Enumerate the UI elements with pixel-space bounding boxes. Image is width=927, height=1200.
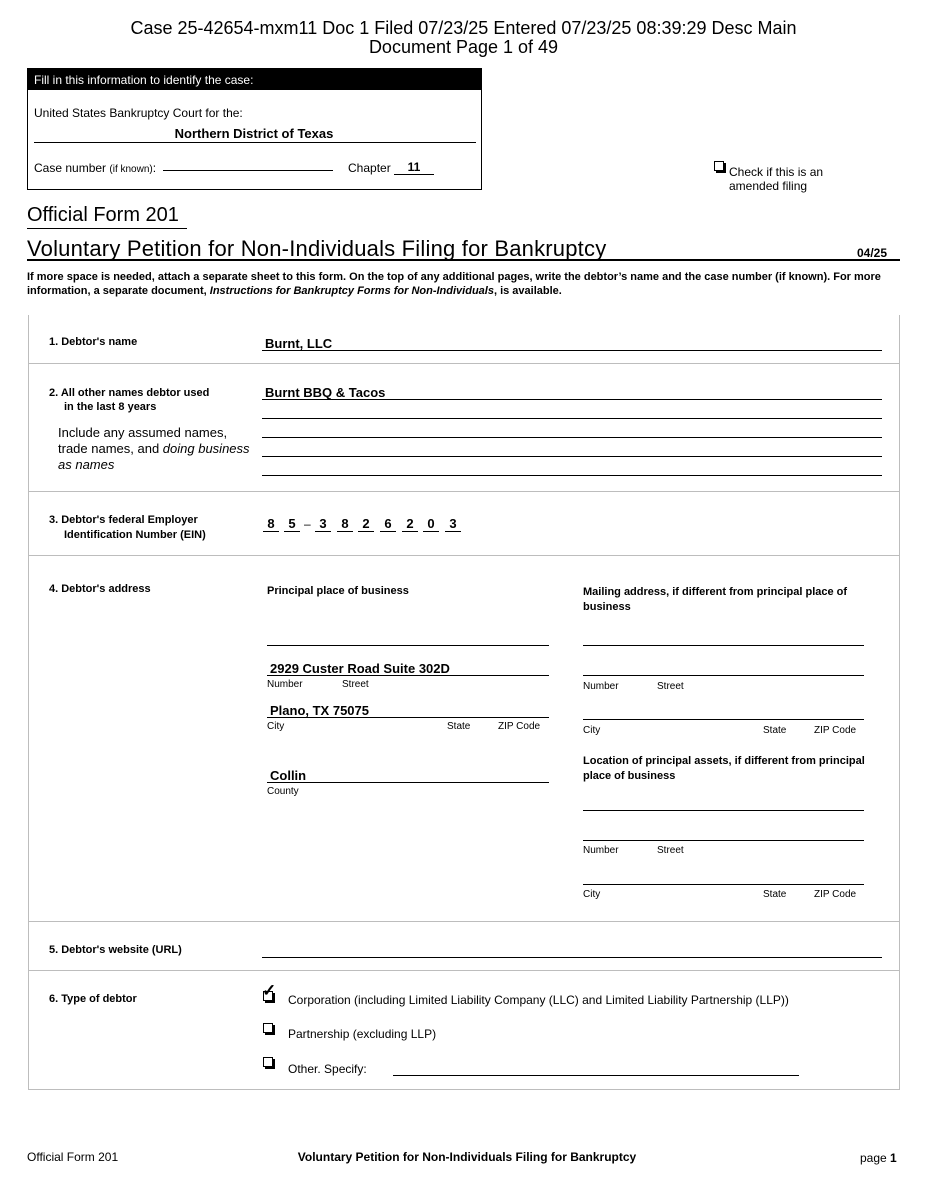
ein-digit: 2 <box>406 516 414 531</box>
principal-state-caption: State <box>447 721 471 732</box>
form-version: 04/25 <box>857 246 888 260</box>
mailing-street-field[interactable] <box>583 675 864 676</box>
principal-street-caption: Street <box>342 679 369 690</box>
ein-digit: 3 <box>449 516 457 531</box>
principal-street-field[interactable] <box>267 675 549 676</box>
partnership-option-label: Partnership (excluding LLP) <box>288 1027 437 1041</box>
mailing-state-caption: State <box>763 725 787 736</box>
mailing-address-heading: Mailing address, if different from principal place of business <box>583 586 848 613</box>
footer-form-title: Voluntary Petition for Non-Individuals Filing for Bankruptcy <box>297 1150 637 1164</box>
other-type-specify-field[interactable] <box>393 1075 799 1076</box>
ein-digit: 8 <box>267 516 275 531</box>
mailing-city-field[interactable] <box>583 719 864 720</box>
other-type-checkbox[interactable] <box>263 1057 273 1067</box>
debtor-name-field[interactable] <box>262 350 882 351</box>
assets-line-1[interactable] <box>583 810 864 811</box>
principal-street-value: 2929 Custer Road Suite 302D <box>270 661 450 676</box>
case-info-box-title: Fill in this information to identify the case: <box>28 69 481 90</box>
other-names-field-3[interactable] <box>262 437 882 438</box>
principal-county-field[interactable] <box>267 782 549 783</box>
form-title: Voluntary Petition for Non-Individuals Filing for Bankruptcy <box>27 236 607 261</box>
mailing-street-caption: Street <box>657 681 684 692</box>
mailing-number-caption: Number <box>583 681 619 692</box>
form-number: Official Form 201 <box>27 204 179 226</box>
check-mark-icon: ✓ <box>262 981 277 1000</box>
principal-county-value: Collin <box>270 768 307 783</box>
assets-zip-caption: ZIP Code <box>814 889 857 900</box>
principal-number-caption: Number <box>267 679 303 690</box>
other-names-field-4[interactable] <box>262 456 882 457</box>
case-number-field[interactable] <box>163 170 333 171</box>
ein-digit: 5 <box>288 516 296 531</box>
other-type-option-label: Other. Specify: <box>288 1062 367 1076</box>
ein-digit: 2 <box>362 516 370 531</box>
mailing-line-1[interactable] <box>583 645 864 646</box>
other-names-label: 2. All other names debtor used in the last 8 years <box>49 387 210 413</box>
principal-zip-caption: ZIP Code <box>498 721 541 732</box>
form-instructions: If more space is needed, attach a separate sheet to this form. On the top of any additional pages, write the debtor’s name and the case number (if known). For more information, a separate document, Instructions for Bankruptcy Forms for Non-Individuals, is available. <box>27 271 881 297</box>
partnership-checkbox[interactable] <box>263 1023 273 1033</box>
mailing-zip-caption: ZIP Code <box>814 725 857 736</box>
footer-page-label: page 1 <box>860 1151 897 1165</box>
website-field[interactable] <box>262 957 882 958</box>
assets-state-caption: State <box>763 889 787 900</box>
principal-place-heading: Principal place of business <box>267 585 409 597</box>
ein-digit: 6 <box>384 516 392 531</box>
principal-city-value: Plano, TX 75075 <box>270 703 369 718</box>
amended-filing-label: Check if this is an amended filing <box>729 165 824 193</box>
principal-line-1[interactable] <box>267 645 549 646</box>
assets-city-caption: City <box>583 889 601 900</box>
debtor-name-label: 1. Debtor's name <box>49 336 138 348</box>
court-label: United States Bankruptcy Court for the: <box>34 106 243 120</box>
assets-city-field[interactable] <box>583 884 864 885</box>
principal-county-caption: County <box>267 786 299 797</box>
other-names-value: Burnt BBQ & Tacos <box>265 385 386 400</box>
mailing-city-caption: City <box>583 725 601 736</box>
ein-digit: 8 <box>341 516 349 531</box>
corporation-option-label: Corporation (including Limited Liability Company (LLC) and Limited Liability Partnership (LLP)) <box>288 993 789 1007</box>
case-number-label: Case number (if known): <box>34 161 157 175</box>
footer-form-number: Official Form 201 <box>27 1150 119 1164</box>
other-names-field-2[interactable] <box>262 418 882 419</box>
court-stamp-line-1: Case 25-42654-mxm11 Doc 1 Filed 07/23/25 Entered 07/23/25 08:39:29 Desc Main <box>130 18 797 38</box>
ein-dash: – <box>304 517 311 531</box>
website-label: 5. Debtor's website (URL) <box>49 944 182 956</box>
debtor-address-label: 4. Debtor's address <box>49 583 151 595</box>
debtor-type-label: 6. Type of debtor <box>49 993 137 1005</box>
chapter-label: Chapter <box>348 161 391 175</box>
court-stamp-line-2: Document Page 1 of 49 <box>368 37 559 57</box>
other-names-field-5[interactable] <box>262 475 882 476</box>
amended-filing-checkbox[interactable] <box>714 161 724 171</box>
ein-label: 3. Debtor's federal Employer Identification Number (EIN) <box>49 514 206 541</box>
assets-street-caption: Street <box>657 845 684 856</box>
assets-number-caption: Number <box>583 845 619 856</box>
assets-street-field[interactable] <box>583 840 864 841</box>
principal-assets-heading: Location of principal assets, if different from principal place of business <box>583 755 865 782</box>
other-names-note: Include any assumed names, trade names, and doing business as names <box>58 425 250 472</box>
chapter-value: 11 <box>407 160 421 174</box>
principal-city-caption: City <box>267 721 285 732</box>
ein-digit: 0 <box>427 516 435 531</box>
other-names-field-1[interactable] <box>262 399 882 400</box>
footer-page-number: 1 <box>890 1151 897 1165</box>
district-value: Northern District of Texas <box>174 126 334 141</box>
principal-city-field[interactable] <box>267 717 549 718</box>
debtor-name-value: Burnt, LLC <box>265 336 333 351</box>
ein-digit: 3 <box>319 516 327 531</box>
